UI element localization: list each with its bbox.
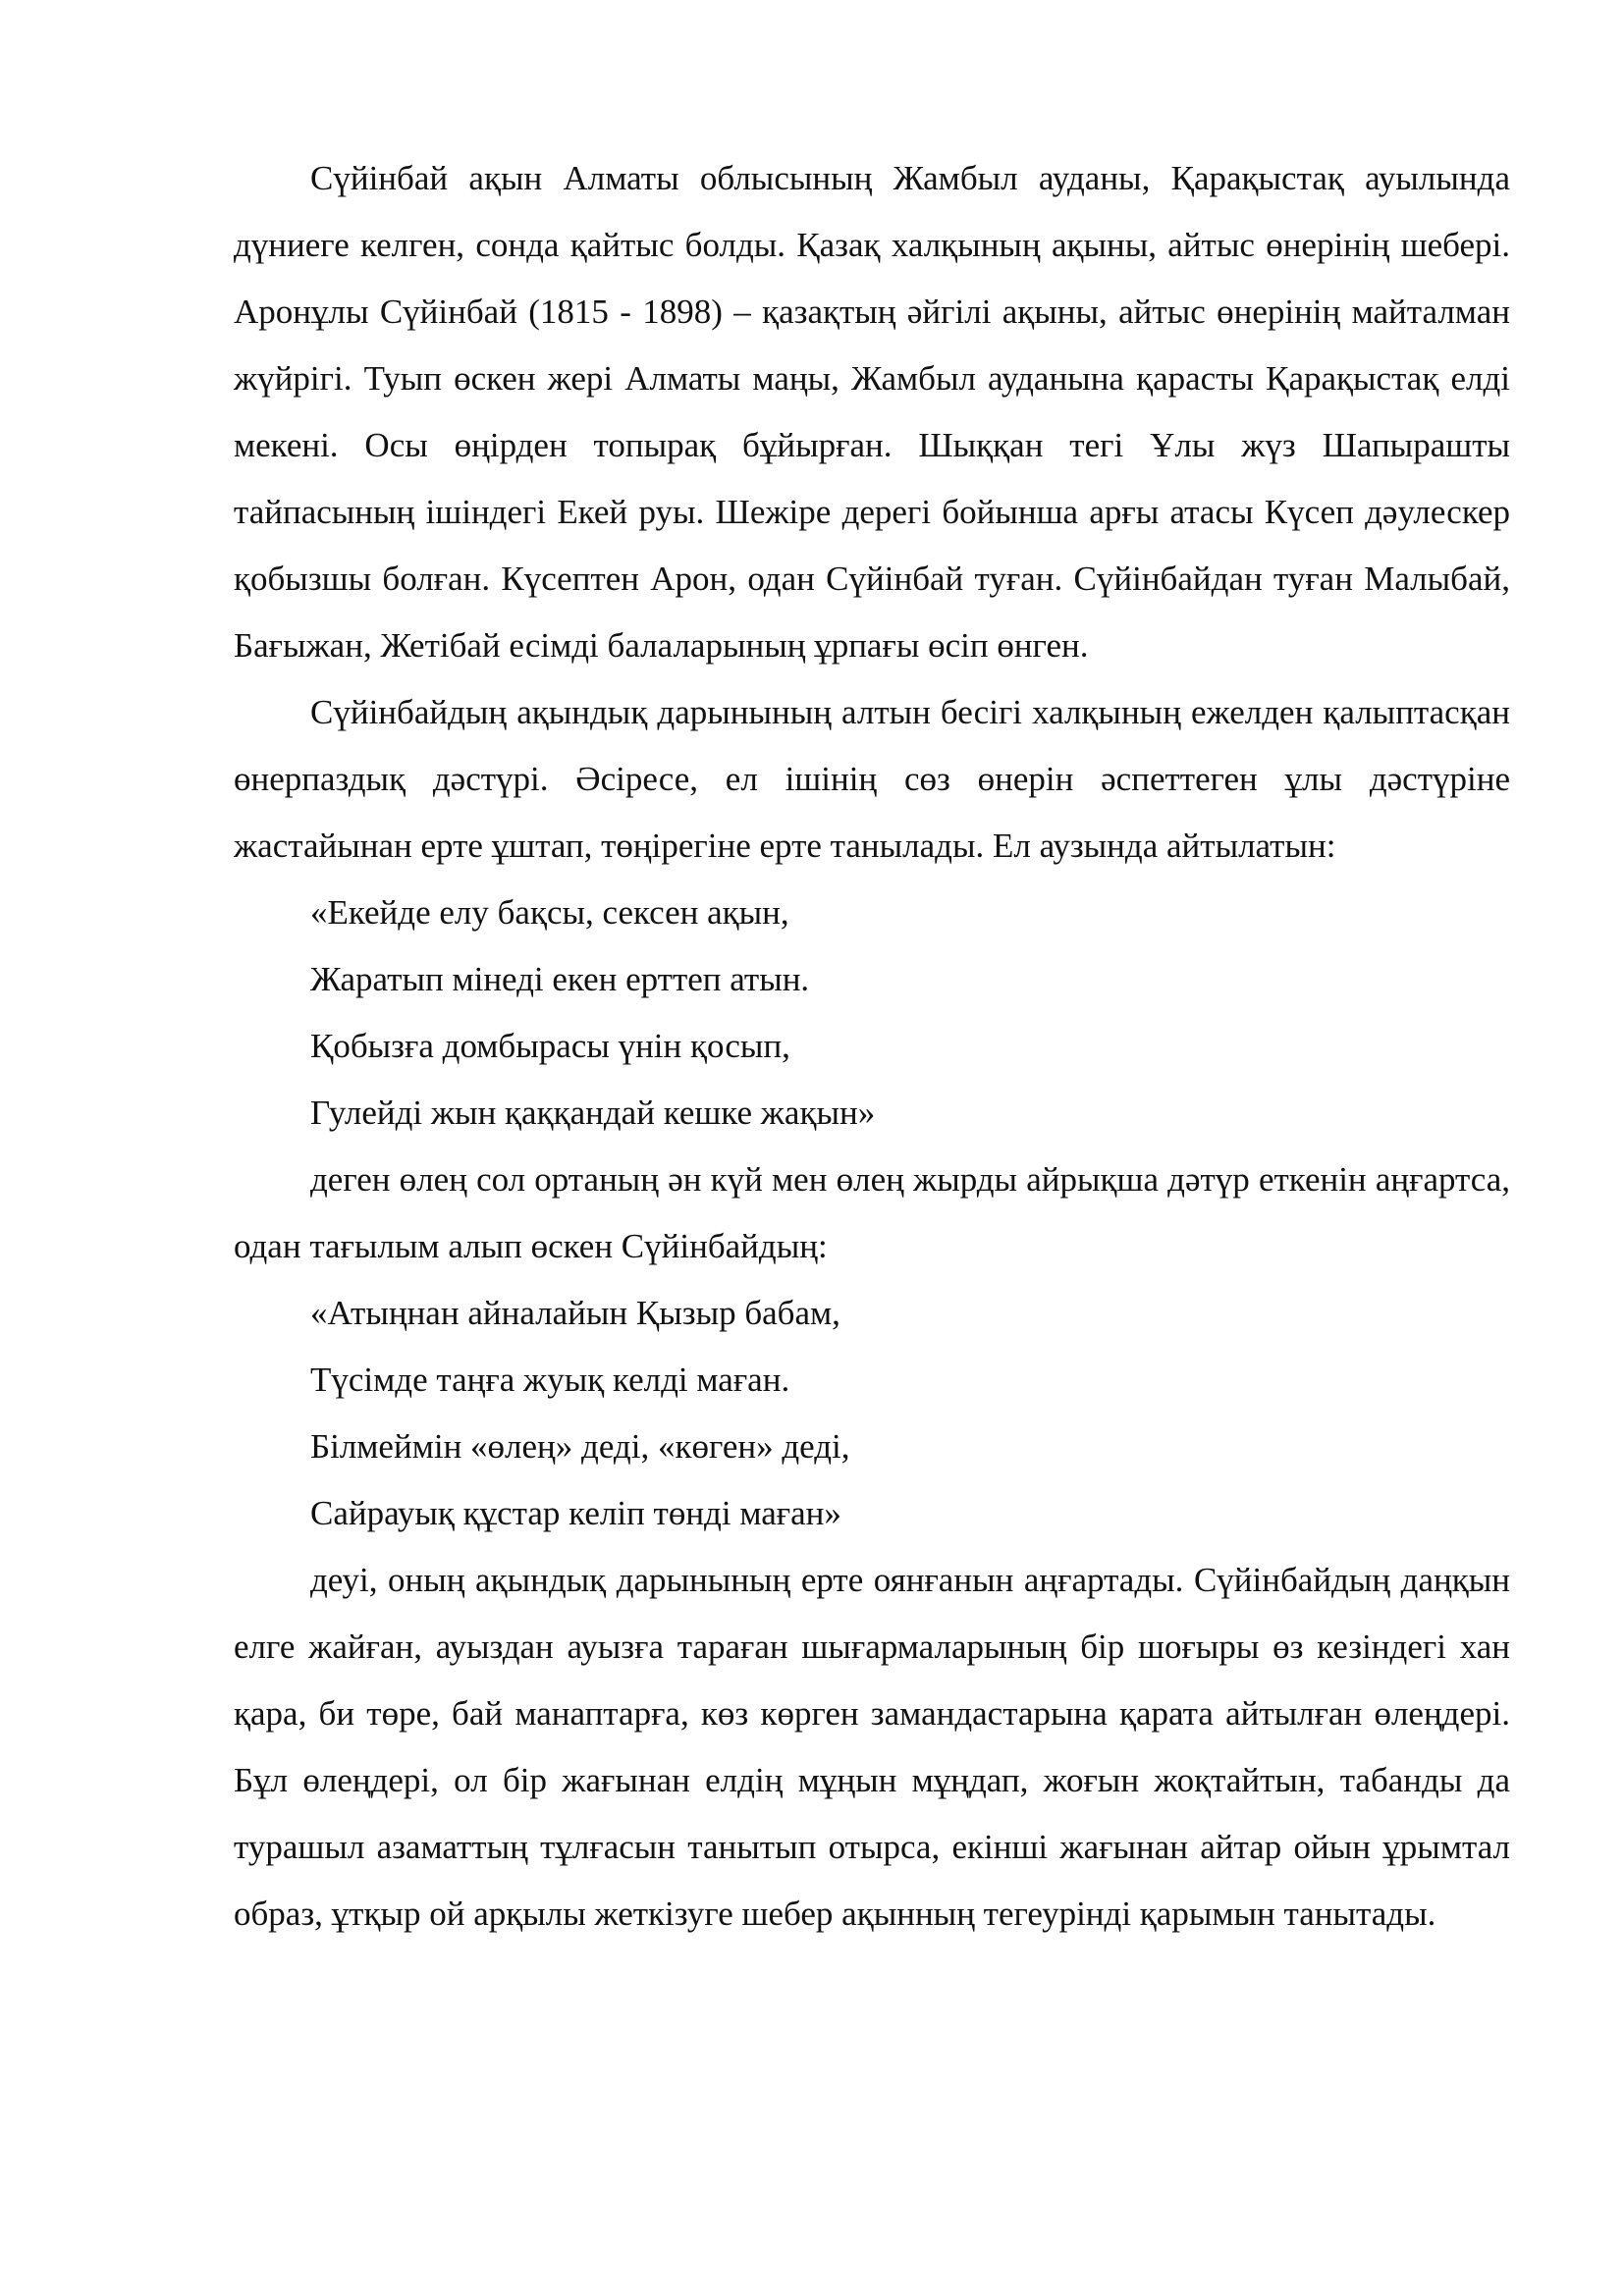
- verse-ekey: [234, 880, 1510, 1147]
- verse-line: Білмеймін «өлең» деді, «көген» деді,: [310, 1427, 850, 1466]
- paragraph-verse-commentary: деген өлең сол ортаның ән күй мен өлең жырды айрықша дәтүр еткенін аңғартса, одан тағылым алып өскен Сүйінбайдың:: [234, 1160, 1510, 1265]
- verse-line: Гулейді жын қаққандай кешке жақын»: [310, 1094, 876, 1132]
- paragraph-works-summary: деуі, оның ақындық дарынының ерте оянғанын аңғартады. Сүйінбайдың даңқын елге жайған, ауыздан ауызға тараған шығармаларының бір шоғыры өз кезіндегі хан қара, би төре, бай манаптарға, көз көрген замандастарына қарата айтылған өлеңдері. Бұл өлеңдері, ол бір жағынан елдің мұңын мұңдап, жоғын жоқтайтын, табанды да турашыл азаматтың тұлғасын танытып отырса, екінші жағынан айтар ойын ұрымтал образ, ұтқыр ой арқылы жеткізуге шебер ақынның тегеурінді қарымын танытады.: [234, 1561, 1510, 1933]
- paragraph-talent-origin: Сүйінбайдың ақындық дарынының алтын бесігі халқының ежелден қалыптасқан өнерпаздық дәстүрі. Әсіресе, ел ішінің сөз өнерін әспеттеген ұлы дәстүріне жастайынан ерте ұштап, төңірегіне ерте танылады. Ел аузында айтылатын:: [234, 693, 1510, 865]
- verse-line: Сайрауық құстар келіп төнді маған»: [310, 1494, 841, 1532]
- verse-line: Қобызға домбырасы үнін қосып,: [310, 1027, 790, 1065]
- paragraph-biography: Сүйінбай ақын Алматы облысының Жамбыл ауданы, Қарақыстақ ауылында дүниеге келген, сонда қайтыс болды. Қазақ халқының ақыны, айтыс өнерінің шебері. Аронұлы Сүйінбай (1815 - 1898) – қазақтың әйгілі ақыны, айтыс өнерінің майталман жүйрігі. Туып өскен жері Алматы маңы, Жамбыл ауданына қарасты Қарақыстақ елді мекені. Осы өңірден топырақ бұйырған. Шыққан тегі Ұлы жүз Шапырашты тайпасының ішіндегі Екей руы. Шежіре дерегі бойынша арғы атасы Күсеп дәулескер қобызшы болған. Күсептен Арон, одан Сүйінбай туған. Сүйінбайдан туған Малыбай, Бағыжан, Жетібай есімді балаларының ұрпағы өсіп өнген.: [234, 159, 1510, 665]
- verse-kyzyr-babam: [234, 1280, 1510, 1547]
- verse-line: Жаратып мінеді екен ерттеп атын.: [310, 960, 810, 998]
- verse-line: «Атыңнан айналайын Қызыр бабам,: [310, 1294, 840, 1332]
- verse-line: Түсімде таңға жуық келді маған.: [310, 1361, 790, 1399]
- verse-line: «Екейде елу бақсы, сексен ақын,: [310, 893, 789, 932]
- document-body: [234, 145, 1510, 1948]
